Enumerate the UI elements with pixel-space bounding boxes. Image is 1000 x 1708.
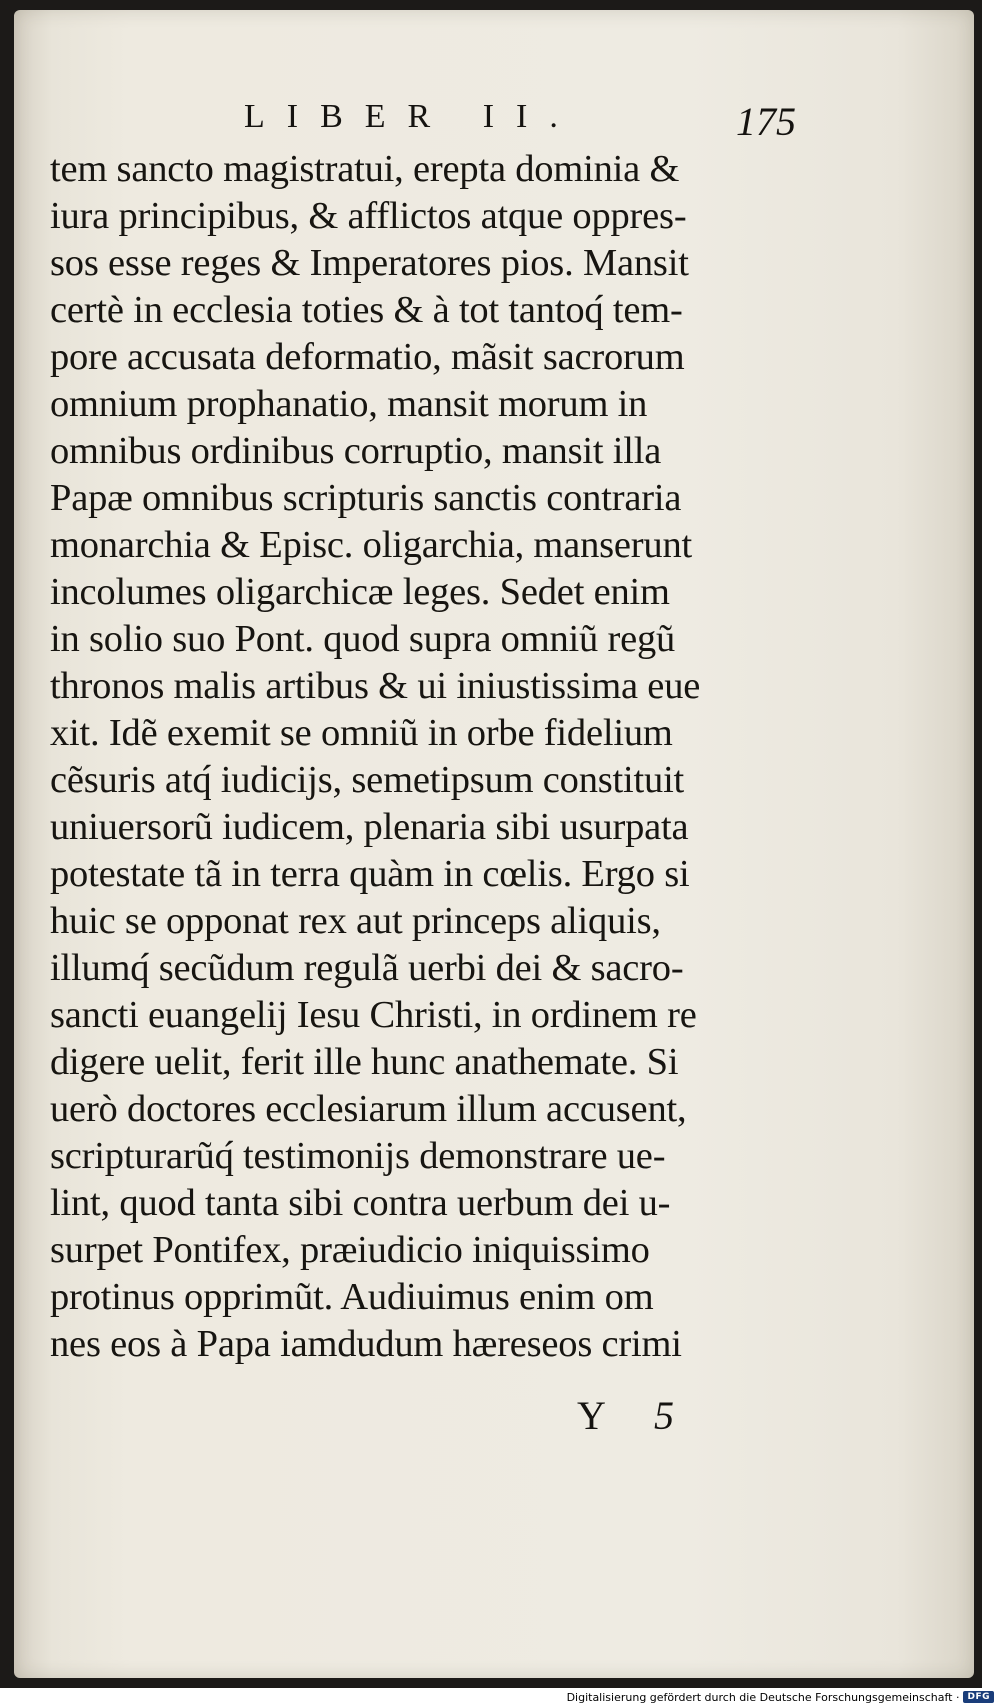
dfg-logo: DFG — [963, 1691, 994, 1703]
text-line: nes eos à Papa iamdudum hæreseos crimi — [50, 1323, 682, 1365]
text-line: protinus opprimũt. Audiuimus enim om — [50, 1276, 654, 1318]
text-line: xit. Idẽ exemit se omniũ in orbe fidelium — [50, 712, 673, 754]
text-line: Papæ omnibus scripturis sanctis contraria — [50, 477, 682, 519]
text-line: illumq́ secũdum regulã uerbi dei & sacro- — [50, 947, 684, 989]
text-line: in solio suo Pont. quod supra omniũ regũ — [50, 618, 676, 660]
text-line: omnibus ordinibus corruptio, mansit illa — [50, 430, 662, 472]
digitization-credit — [567, 1688, 994, 1706]
text-line: omnium prophanatio, mansit morum in — [50, 383, 648, 425]
text-line: uerò doctores ecclesiarum illum accusent, — [50, 1088, 687, 1130]
text-line: monarchia & Episc. oligarchia, manserunt — [50, 524, 693, 566]
running-head: LIBER II. — [244, 98, 580, 135]
text-line: cẽsuris atq́ iudicijs, semetipsum constituit — [50, 759, 685, 801]
book-page — [14, 10, 974, 1678]
text-line: lint, quod tanta sibi contra uerbum dei u- — [50, 1182, 671, 1224]
text-line: pore accusata deformatio, mãsit sacrorum — [50, 336, 685, 378]
page-number: 175 — [736, 99, 796, 144]
text-line: uniuersorũ iudicem, plenaria sibi usurpata — [50, 806, 689, 848]
page-header — [14, 98, 974, 148]
text-line: iura principibus, & afflictos atque oppres- — [50, 195, 687, 237]
text-line: incolumes oligarchicæ leges. Sedet enim — [50, 571, 670, 613]
text-block — [50, 146, 790, 1368]
text-line: huic se opponat rex aut princeps aliquis, — [50, 900, 661, 942]
text-line: tem sancto magistratui, erepta dominia & — [50, 148, 680, 190]
signature-number: 5 — [654, 1393, 674, 1438]
page-footer — [14, 1392, 974, 1452]
text-line: potestate tã in terra quàm in cœlis. Ergo si — [50, 853, 690, 895]
text-line: surpet Pontifex, præiudicio iniquissimo — [50, 1229, 650, 1271]
text-line: sos esse reges & Imperatores pios. Mansit — [50, 242, 689, 284]
credit-text: Digitalisierung gefördert durch die Deutsche Forschungsgemeinschaft · — [566, 1690, 960, 1704]
text-line: certè in ecclesia toties & à tot tantoq́ tem- — [50, 289, 683, 331]
text-line: thronos malis artibus & ui iniustissima eue — [50, 665, 701, 707]
text-line: scripturarũq́ testimonijs demonstrare ue- — [50, 1135, 666, 1177]
text-line: digere uelit, ferit ille hunc anathemate. Si — [50, 1041, 679, 1083]
text-line: sancti euangelij Iesu Christi, in ordinem re — [50, 994, 697, 1036]
signature-mark: Y — [577, 1393, 606, 1438]
